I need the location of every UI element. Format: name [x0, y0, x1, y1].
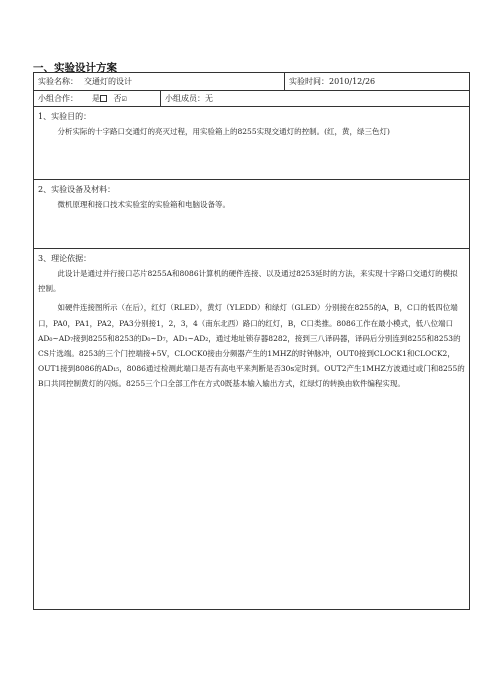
experiment-time-cell — [285, 73, 470, 91]
experiment-name-row — [34, 73, 470, 91]
theory-paragraph-1: 此设计是通过并行接口芯片8255A和8086计算机的硬件连接、以及通过8253延时的方法，来实现十字路口交通灯的模拟控制。 — [38, 269, 458, 294]
experiment-time-label: 实验时间： — [289, 77, 330, 86]
no-checkbox-checked-icon[interactable]: ☑ — [121, 96, 127, 103]
equipment-row — [34, 180, 470, 249]
equipment-cell — [34, 180, 470, 249]
theory-paragraph-2: 如硬件连接图所示（在后），红灯（RLED），黄灯（YLEDD）和绿灯（GLED）分别接在8255的A，B，C口的低四位端口，PA0，PA1，PA2，PA3分别接1，2，3，4（南东北西）路口的红灯，B，C口类推。8086工作在最小模式，低八位端口AD₀~AD₇接到8255和8253的D₀~D₇，AD₁~AD₂，通过地址锁存器8282，接到三八译码器，译码后分别连到8255和8253的CS片选端。8253的三个门控端接+5V，CLOCK0接由分频器产生的1MHZ的时钟脉冲，OUT0接到CLOCK1和CLOCK2，OUT1接到8086的AD₁₅，8086通过检测此端口是否有高电平来判断是否30s定时到。OUT2产生1MHZ方波通过或门和8255的B口共同控制黄灯的闪烁。8255三个口全部工作在方式0既基本输入输出方式，红绿灯的转换由软件编程实现。 — [38, 303, 465, 389]
group-cooperation-cell — [34, 91, 161, 107]
group-members-value: 无 — [205, 94, 213, 103]
purpose-row — [34, 107, 470, 180]
equipment-text: 微机原理和接口技术实验室的实验箱和电脑设备等。 — [57, 200, 230, 209]
purpose-cell — [34, 107, 470, 180]
experiment-name-cell — [34, 73, 285, 91]
experiment-design-table — [33, 72, 470, 610]
group-row — [34, 91, 470, 107]
theory-cell — [34, 249, 470, 610]
theory-title: 3、理论依据： — [38, 254, 92, 263]
theory-row — [34, 249, 470, 610]
equipment-title: 2、实验设备及材料： — [38, 185, 116, 194]
experiment-name-value: 交通灯的设计 — [84, 77, 132, 86]
no-option-label: 否 — [113, 94, 122, 103]
yes-checkbox[interactable] — [100, 95, 107, 102]
group-members-cell — [161, 91, 470, 107]
group-members-label: 小组成员： — [165, 94, 205, 103]
experiment-name-label: 实验名称： — [38, 77, 78, 86]
experiment-time-value: 2010/12/26 — [329, 77, 376, 86]
group-cooperation-label: 小组合作： — [38, 94, 78, 103]
yes-option-label: 是 — [92, 94, 100, 103]
section-heading: 一、实验设计方案 — [33, 62, 117, 74]
purpose-text: 分析实际的十字路口交通灯的亮灭过程，用实验箱上的8255实现交通灯的控制。(红，黄，绿三色灯) — [57, 127, 390, 136]
purpose-title: 1、实验目的： — [38, 112, 92, 121]
